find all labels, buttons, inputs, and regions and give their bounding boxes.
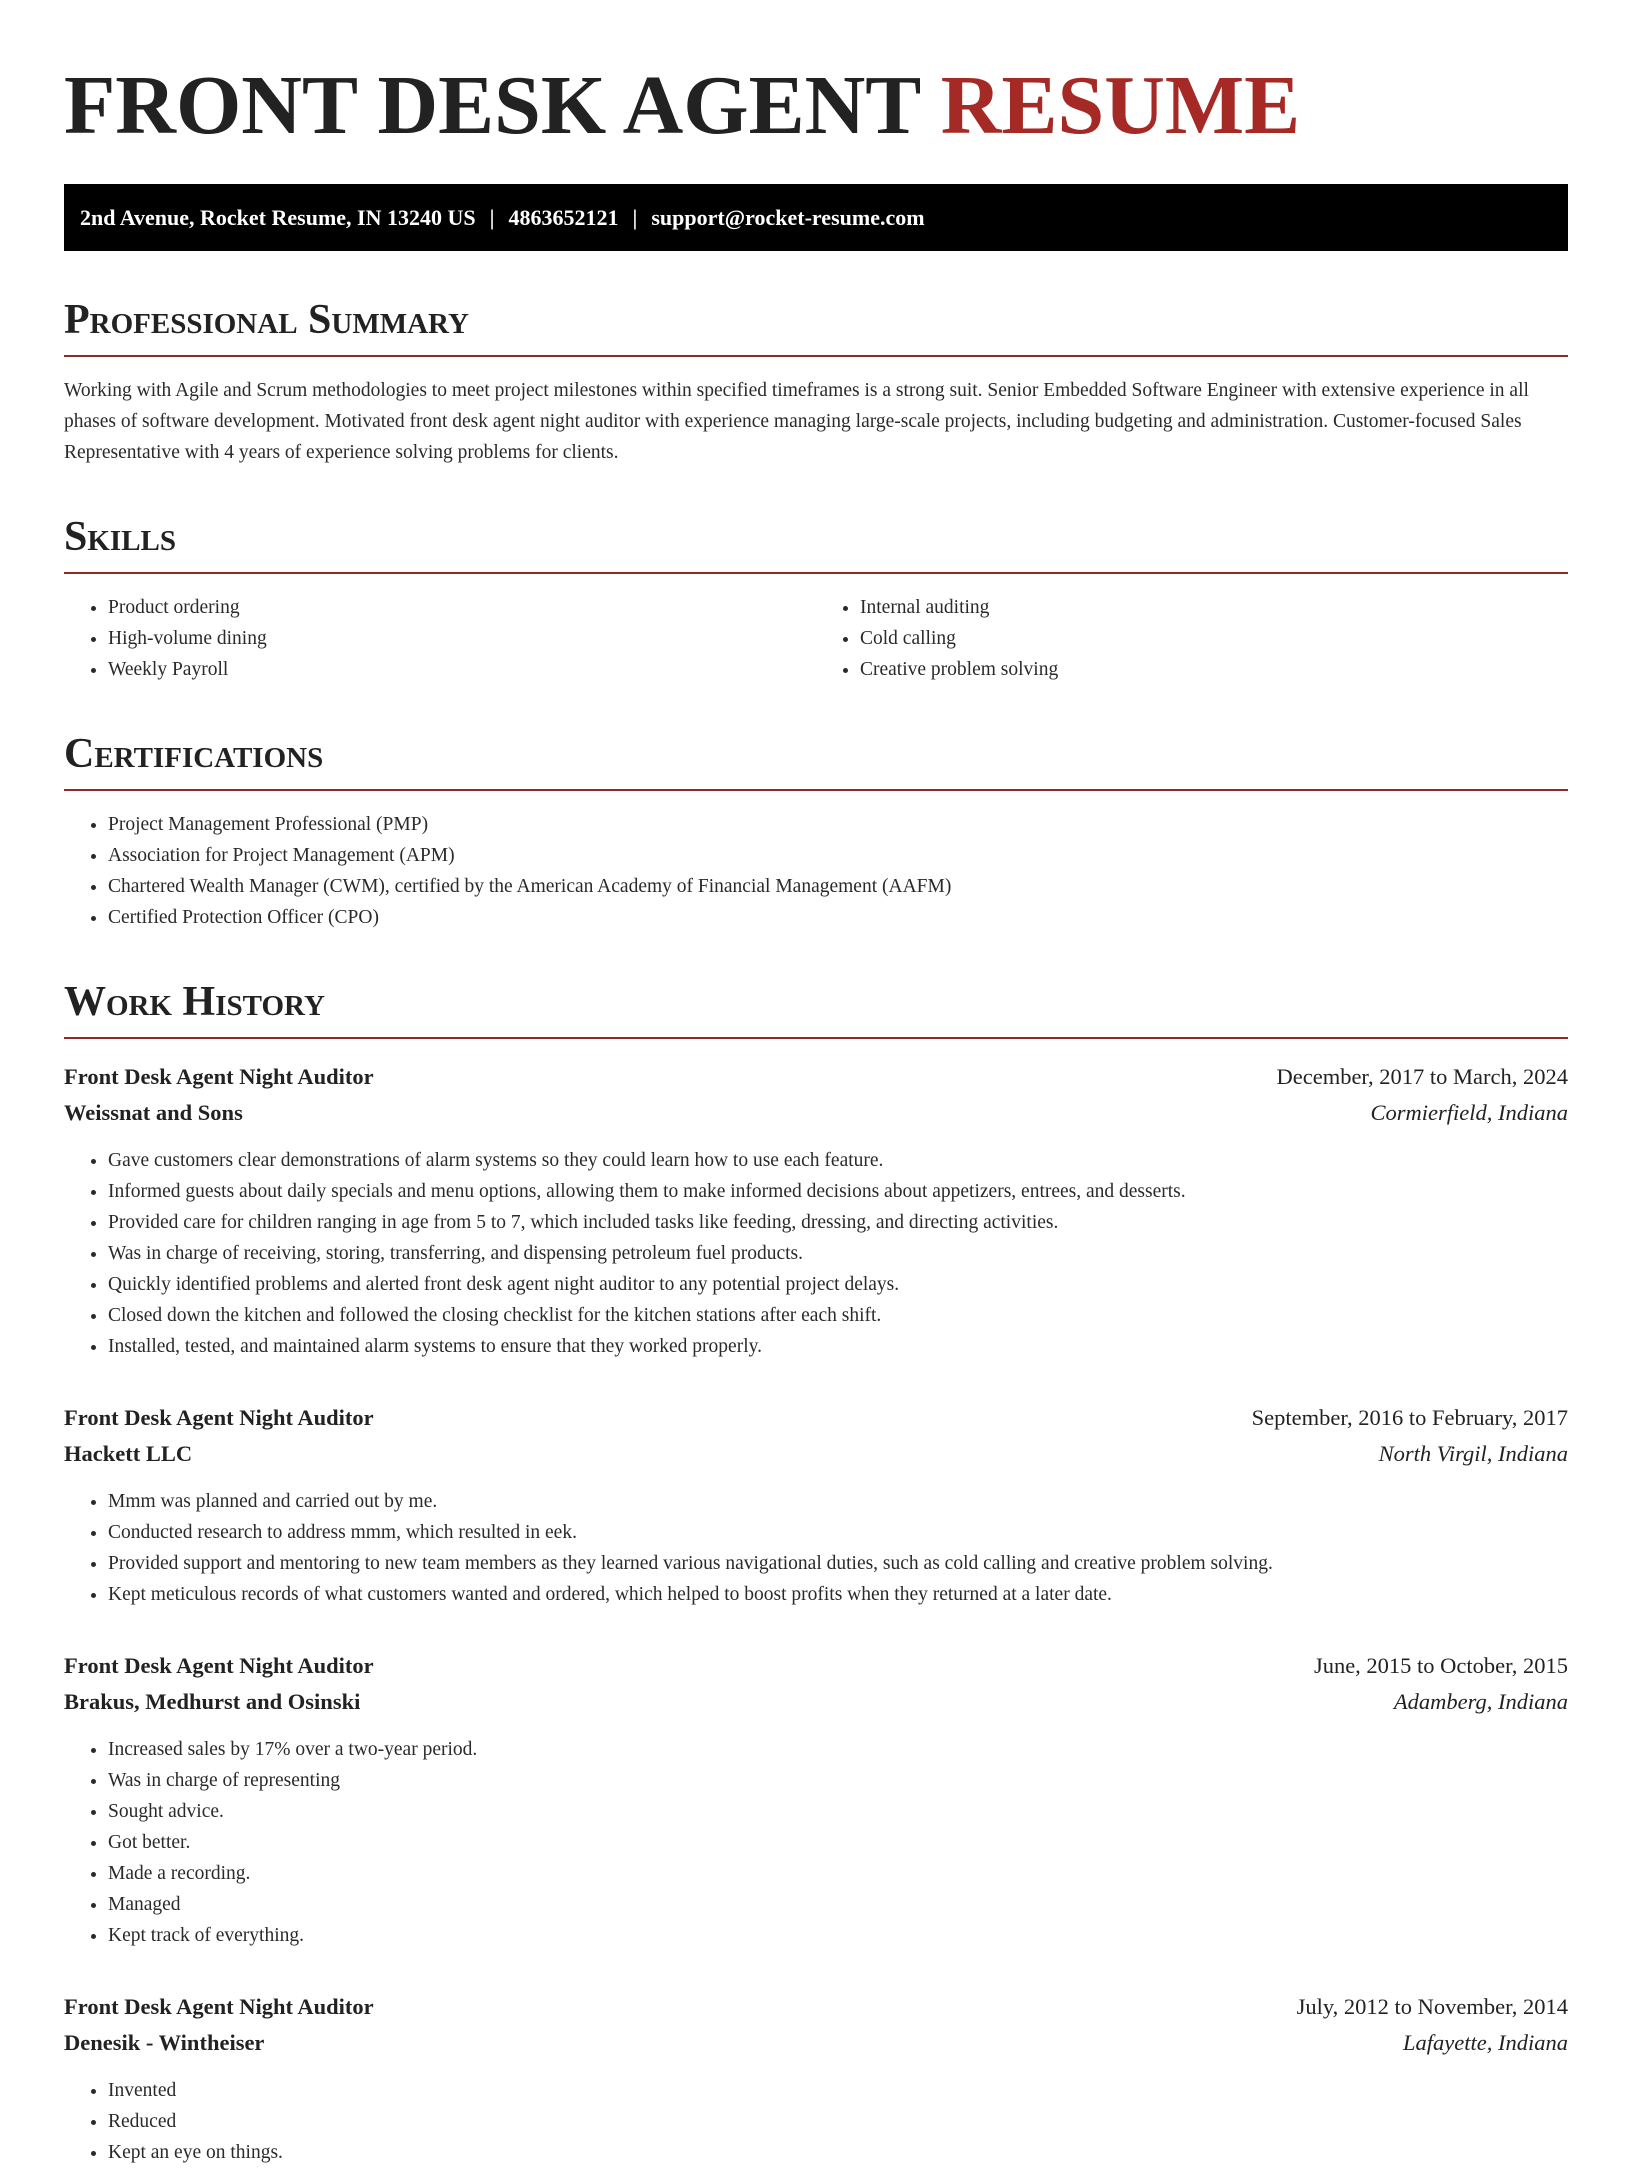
title-main: FRONT DESK AGENT [64,59,920,152]
job-bullets [64,1734,1568,1951]
job-dates: July, 2012 to November, 2014 [1296,1994,1568,2019]
job-title: Front Desk Agent Night Auditor [64,1994,374,2019]
job-dates: September, 2016 to February, 2017 [1251,1405,1568,1430]
certification-item: • Certified Protection Officer (CPO) [108,902,1568,933]
job-bullet: • Conducted research to address mmm, which resulted in eek. [108,1517,1568,1548]
job-company: Weissnat and Sons [64,1100,243,1125]
job-entry [64,1059,1568,1362]
certification-item: • Association for Project Management (APM) [108,840,1568,871]
job-bullet: • Kept track of everything. [108,1920,1568,1951]
job-entry [64,1400,1568,1610]
job-location: Adamberg, Indiana [1393,1689,1568,1714]
summary-heading: Professional Summary [64,299,1568,357]
job-bullet: • Was in charge of representing [108,1765,1568,1796]
job-bullet: • Increased sales by 17% over a two-year period. [108,1734,1568,1765]
certification-item: • Chartered Wealth Manager (CWM), certified by the American Academy of Financial Management (AAFM) [108,871,1568,902]
job-header-row [64,1648,1568,1684]
job-company: Brakus, Medhurst and Osinski [64,1689,361,1714]
job-company-row [64,1436,1568,1472]
job-bullet: • Provided support and mentoring to new team members as they learned various navigational duties, such as cold calling and creative problem solving. [108,1548,1568,1579]
certifications-section [64,733,1568,933]
job-location: Lafayette, Indiana [1403,2030,1568,2055]
skill-item: • Internal auditing [860,592,1568,623]
job-bullet: • Provided care for children ranging in age from 5 to 7, which included tasks like feeding, dressing, and directing activities. [108,1207,1568,1238]
skill-item: • High-volume dining [108,623,816,654]
job-bullets [64,2075,1568,2168]
work-history-heading: Work History [64,981,1568,1039]
job-company-row [64,1684,1568,1720]
job-bullet: • Reduced [108,2106,1568,2137]
skill-item: • Creative problem solving [860,654,1568,685]
job-bullet: • Sought advice. [108,1796,1568,1827]
job-bullet: • Made a recording. [108,1858,1568,1889]
skills-heading: Skills [64,516,1568,574]
job-bullet: • Kept meticulous records of what customers wanted and ordered, which helped to boost profits when they returned at a later date. [108,1579,1568,1610]
job-title: Front Desk Agent Night Auditor [64,1064,374,1089]
contact-address: 2nd Avenue, Rocket Resume, IN 13240 US [80,204,476,230]
certifications-heading: Certifications [64,733,1568,791]
contact-bar [64,184,1568,251]
contact-phone: 4863652121 [508,204,619,230]
skills-list-right [816,592,1568,685]
job-bullet: • Managed [108,1889,1568,1920]
job-company-row [64,2025,1568,2061]
job-bullet: • Installed, tested, and maintained alarm systems to ensure that they worked properly. [108,1331,1568,1362]
summary-text: Working with Agile and Scrum methodologies to meet project milestones within specified timeframes is a strong suit. Senior Embedded Software Engineer with extensive experience in all phases of software development. Motivated front desk agent night auditor with experience managing large-scale projects, including budgeting and administration. Customer-focused Sales Representative with 4 years of experience solving problems for clients. [64,380,1529,463]
job-header-row [64,1989,1568,2025]
job-dates: June, 2015 to October, 2015 [1313,1653,1568,1678]
certification-item: • Project Management Professional (PMP) [108,809,1568,840]
job-bullet: • Closed down the kitchen and followed the closing checklist for the kitchen stations after each shift. [108,1300,1568,1331]
summary-section [64,299,1568,468]
job-company: Hackett LLC [64,1441,193,1466]
job-bullet: • Informed guests about daily specials and menu options, allowing them to make informed decisions about appetizers, entrees, and desserts. [108,1176,1568,1207]
job-bullet: • Quickly identified problems and alerted front desk agent night auditor to any potential project delays. [108,1269,1568,1300]
job-dates: December, 2017 to March, 2024 [1276,1064,1568,1089]
job-header-row [64,1400,1568,1436]
contact-email[interactable]: support@rocket-resume.com [651,204,925,230]
job-bullets [64,1145,1568,1362]
page-title [64,52,1568,152]
job-company-row [64,1095,1568,1131]
job-title: Front Desk Agent Night Auditor [64,1405,374,1430]
job-title: Front Desk Agent Night Auditor [64,1653,374,1678]
skill-item: • Cold calling [860,623,1568,654]
job-location: Cormierfield, Indiana [1370,1100,1568,1125]
contact-separator: | [632,204,638,230]
skills-section [64,516,1568,685]
job-bullet: • Got better. [108,1827,1568,1858]
job-location: North Virgil, Indiana [1378,1441,1568,1466]
job-bullet: • Mmm was planned and carried out by me. [108,1486,1568,1517]
job-bullet: • Kept an eye on things. [108,2137,1568,2168]
skill-item: • Product ordering [108,592,816,623]
contact-separator: | [489,204,495,230]
job-header-row [64,1059,1568,1095]
skills-list-left [64,592,816,685]
job-entry [64,1989,1568,2168]
job-company: Denesik - Wintheiser [64,2030,265,2055]
job-bullet: • Invented [108,2075,1568,2106]
skill-item: • Weekly Payroll [108,654,816,685]
work-history-section [64,981,1568,2168]
skills-grid [64,574,1568,685]
job-bullets [64,1486,1568,1610]
title-accent: RESUME [940,59,1301,152]
certifications-list [64,809,1568,933]
job-entry [64,1648,1568,1951]
job-bullet: • Was in charge of receiving, storing, transferring, and dispensing petroleum fuel products. [108,1238,1568,1269]
job-bullet: • Gave customers clear demonstrations of alarm systems so they could learn how to use each feature. [108,1145,1568,1176]
